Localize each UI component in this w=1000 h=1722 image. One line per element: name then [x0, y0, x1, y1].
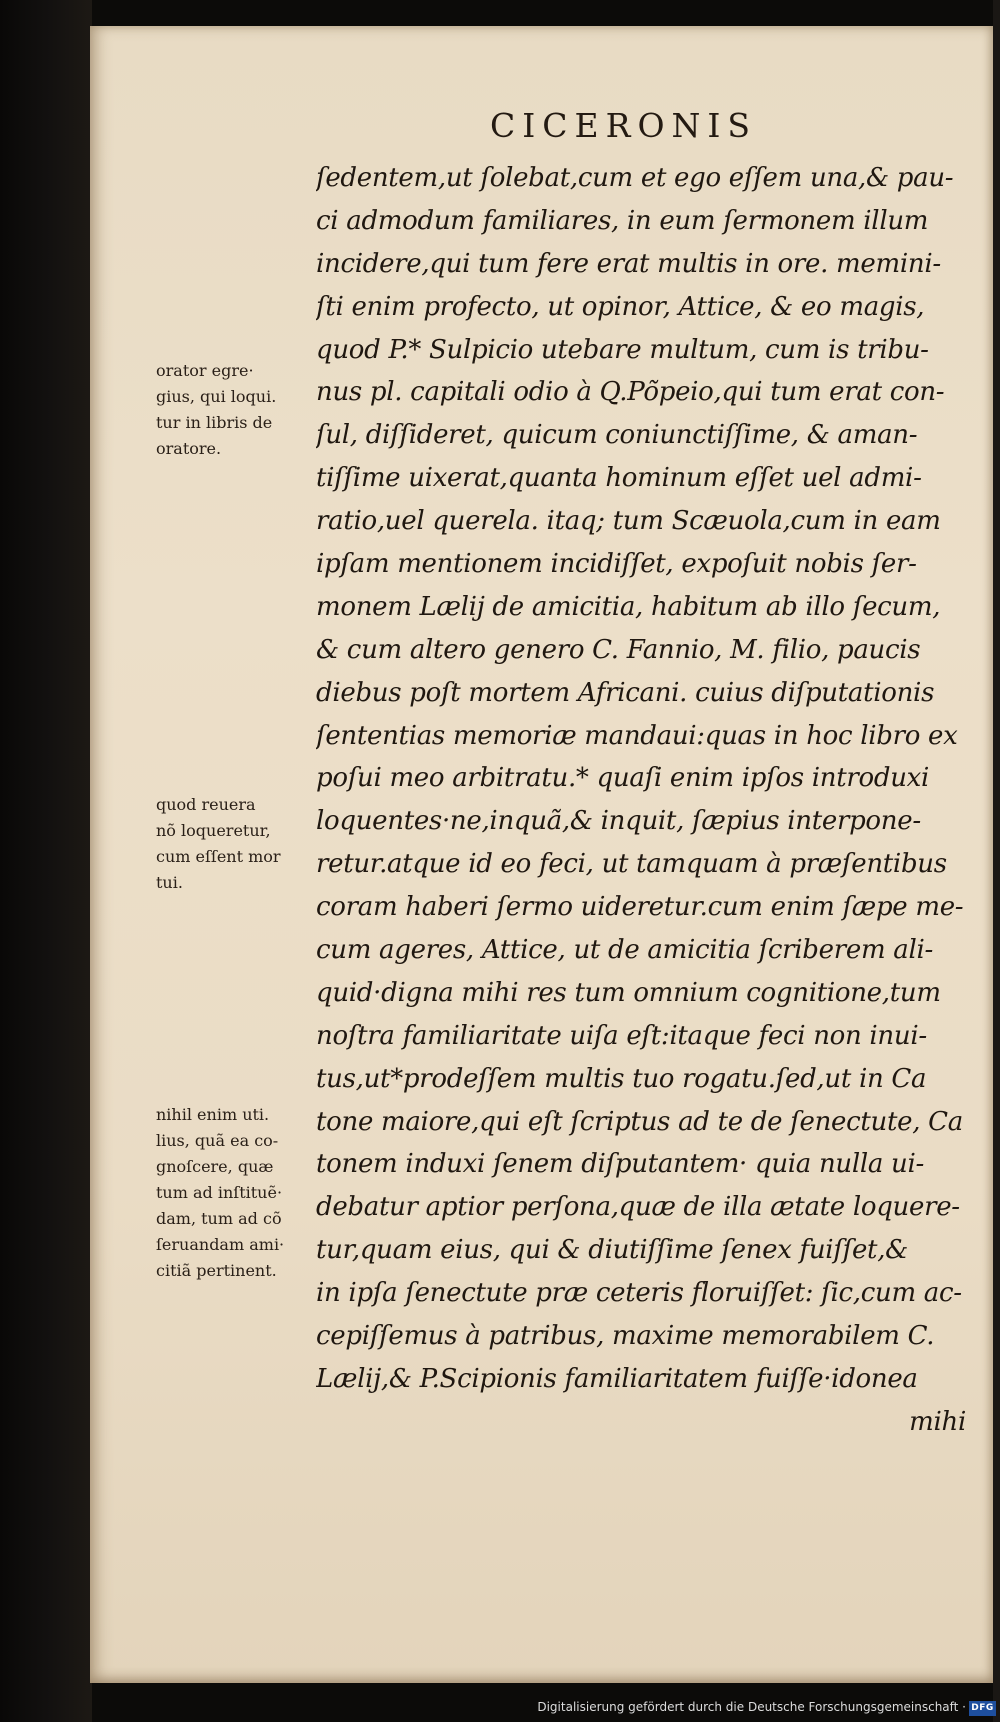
text-line: coram haberi ſermo uideretur.cum enim ſæpe me-	[316, 892, 964, 923]
margin-note-line: nihil enim uti.	[156, 1105, 270, 1124]
text-line: retur.atque id eo feci, ut tamquam à præſentibus	[316, 849, 947, 880]
page-edge-shadow	[993, 0, 1000, 1722]
text-line: ipſam mentionem incidiſſet, expoſuit nobis ſer-	[316, 549, 917, 580]
text-line: & cum altero genero C. Fannio, M. filio, paucis	[316, 634, 921, 665]
margin-note-line: quod reuera	[156, 795, 256, 814]
margin-note-line: ſeruandam ami·	[156, 1235, 285, 1254]
margin-note-line: orator egre·	[156, 361, 254, 380]
text-line: cepiſſemus à patribus, maxime memorabilem C.	[316, 1321, 935, 1352]
main-text-block	[316, 157, 986, 1444]
catchword: mihi	[909, 1406, 966, 1437]
text-line: cum ageres, Attice, ut de amicitia ſcriberem ali-	[316, 935, 933, 966]
dfg-logo-icon: DFG	[969, 1701, 996, 1716]
text-line: tus,ut*prodeſſem multis tuo rogatu.ſed,ut in Ca	[316, 1063, 927, 1094]
text-line: in ipſa ſenectute præ ceteris floruiſſet: ſic,cum ac-	[316, 1278, 962, 1309]
text-line: ratio,uel querela. itaq; tum Scæuola,cum in eam	[316, 506, 941, 537]
text-line: debatur aptior perſona,quæ de illa ætate loquere-	[316, 1192, 960, 1223]
text-line: ſul, diſſideret, quicum coniunctiſſime, & aman-	[316, 420, 918, 451]
text-line: tur,quam eius, qui & diutiſſime ſenex fuiſſet,&	[316, 1235, 909, 1266]
funding-credit: Digitalisierung gefördert durch die Deutsche Forschungsgemeinschaft ·	[537, 1700, 966, 1714]
margin-note-line: tur in libris de	[156, 413, 273, 432]
text-line: loquentes·ne,inquã,& inquit, ſæpius interpone-	[316, 806, 921, 837]
book-page	[90, 26, 993, 1683]
text-line: quid·digna mihi res tum omnium cognitione,tum	[316, 977, 941, 1008]
text-line: quod P.* Sulpicio utebare multum, cum is tribu-	[316, 334, 929, 365]
margin-note-line: nõ loqueretur,	[156, 821, 271, 840]
text-line: ſententias memoriæ mandaui:quas in hoc libro ex	[316, 720, 958, 751]
margin-note-line: tui.	[156, 873, 183, 892]
text-line: noſtra familiaritate uiſa eſt:itaque feci non inui-	[316, 1020, 927, 1051]
margin-note-amicitia	[156, 1102, 314, 1284]
text-line: ſedentem,ut ſolebat,cum et ego eſſem una,& pau-	[316, 163, 954, 193]
margin-note-line: citiã pertinent.	[156, 1261, 277, 1280]
margin-note-line: dam, tum ad cõ	[156, 1209, 282, 1228]
text-line: incidere,qui tum fere erat multis in ore. memini-	[316, 248, 941, 279]
text-line: poſui meo arbitratu.* quaſi enim ipſos introduxi	[316, 763, 930, 794]
text-line: Lælij,& P.Scipionis familiaritatem fuiſſe·idonea	[316, 1363, 918, 1394]
digitization-footer	[0, 1697, 1000, 1722]
text-line: ſti enim profecto, ut opinor, Attice, & eo magis,	[316, 291, 925, 322]
margin-note-reuera	[156, 792, 314, 896]
margin-note-line: cum eſſent mor	[156, 847, 281, 866]
text-line: diebus poſt mortem Africani. cuius diſputationis	[316, 677, 935, 708]
text-line: tiſſime uixerat,quanta hominum eſſet uel admi-	[316, 463, 922, 494]
margin-note-line: lius, quã ea co-	[156, 1131, 279, 1150]
text-line: monem Lælij de amicitia, habitum ab illo ſecum,	[316, 591, 941, 622]
text-line: nus pl. capitali odio à Q.Põpeio,qui tum erat con-	[316, 377, 945, 408]
running-head: CICERONIS	[490, 106, 758, 145]
margin-note-line: tum ad inſtituẽ·	[156, 1183, 283, 1202]
book-spine-shadow	[0, 0, 92, 1722]
text-line: tone maiore,qui eſt ſcriptus ad te de ſenectute, Ca	[316, 1106, 963, 1137]
text-line: tonem induxi ſenem diſputantem· quia nulla ui-	[316, 1149, 924, 1180]
margin-note-orator	[156, 358, 314, 462]
margin-note-line: gnoſcere, quæ	[156, 1157, 274, 1176]
margin-note-line: oratore.	[156, 439, 222, 458]
margin-note-line: gius, qui loqui.	[156, 387, 277, 406]
text-line: ci admodum familiares, in eum ſermonem illum	[316, 205, 929, 236]
